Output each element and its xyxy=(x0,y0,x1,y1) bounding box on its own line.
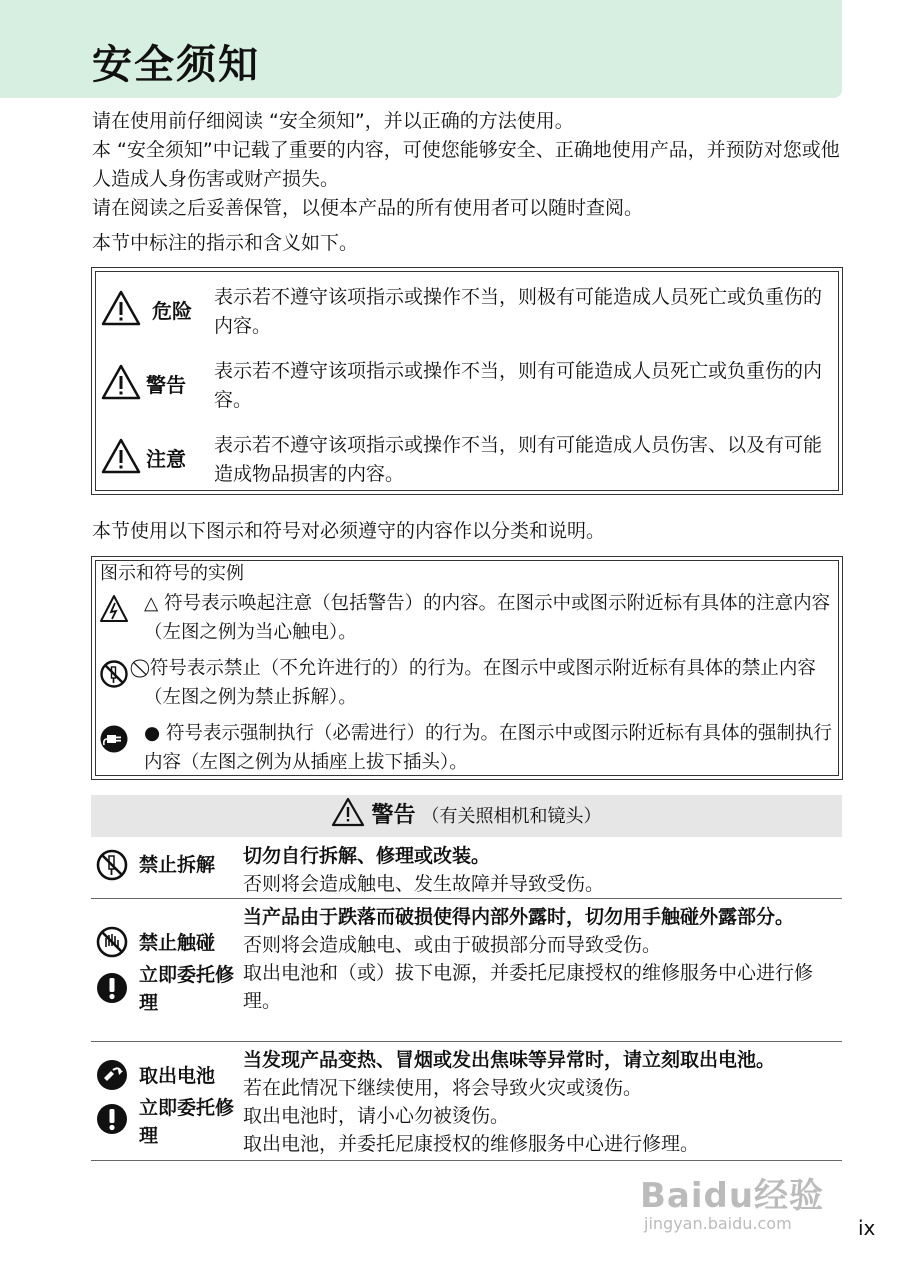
warning-heading: 当产品由于跌落而破损使得内部外露时，切勿用手触碰外露部分。 xyxy=(243,906,795,928)
warning-subtitle: （有关照相机和镜头） xyxy=(421,806,602,827)
symbol-desc: △ 符号表示唤起注意（包括警告）的内容。在图示中或图示附近标有具体的注意内容（左图之例为当心触电）。 xyxy=(144,593,831,643)
warning-heading: 当发现产品变热、冒烟或发出焦味等异常时，请立刻取出电池。 xyxy=(243,1049,776,1071)
warning-text: 否则将会造成触电、发生故障并导致受伤。 xyxy=(243,873,605,895)
warning-label: 禁止拆解 xyxy=(139,854,216,876)
level-label: 警告 xyxy=(146,373,186,397)
warning-label: 禁止触碰 xyxy=(139,932,216,954)
symbol-row-prohibit xyxy=(96,654,838,716)
warning-label: 取出电池 xyxy=(139,1065,216,1087)
symbols-heading: 图示和符号的实例 xyxy=(100,563,244,584)
warning-text: 取出电池，并委托尼康授权的维修服务中心进行修理。 xyxy=(243,1133,700,1155)
warning-triangle-icon xyxy=(100,437,142,475)
exclamation-circle-icon xyxy=(95,971,129,1005)
warning-triangle-icon xyxy=(100,289,142,327)
symbol-row-mandatory xyxy=(96,719,838,781)
level-desc: 表示若不遵守该项指示或操作不当，则有可能造成人员死亡或负重伤的内容。 xyxy=(214,360,823,411)
watermark-url: jingyan.baidu.com xyxy=(644,1214,792,1233)
page-number: ix xyxy=(858,1216,876,1240)
title-bar xyxy=(0,0,842,98)
warning-text: 否则将会造成触电、或由于破损部分而导致受伤。 xyxy=(243,934,662,956)
warning-heading: 切勿自行拆解、修理或改装。 xyxy=(243,845,491,867)
symbol-desc: ● 符号表示强制执行（必需进行）的行为。在图示中或图示附近标有具体的强制执行内容（左图之例为从插座上拔下插头）。 xyxy=(144,723,833,773)
intro-line: 本 “安全须知”中记载了重要的内容，可使您能够安全、正确地使用产品，并预防对您或他人造成人身伤害或财产损失。 xyxy=(92,139,840,190)
warning-triangle-icon xyxy=(331,797,365,827)
level-desc: 表示若不遵守该项指示或操作不当，则有可能造成人员伤害、以及有可能造成物品损害的内容。 xyxy=(214,434,823,485)
no-disassembly-icon xyxy=(99,659,129,689)
unplug-icon xyxy=(99,724,129,754)
page-title: 安全须知 xyxy=(92,42,260,88)
warning-label: 立即委托修理 xyxy=(139,1097,235,1147)
intro xyxy=(92,107,844,223)
symbol-row-caution xyxy=(96,589,838,651)
warning-section-header xyxy=(91,795,842,837)
warning-row xyxy=(91,899,842,1042)
level-row-caution xyxy=(96,423,838,493)
warning-row xyxy=(91,1042,842,1161)
warning-row xyxy=(91,838,842,899)
watermark-logo: Baidu经验 xyxy=(640,1176,825,1216)
symbols-intro: 本节使用以下图示和符号对必须遵守的内容作以分类和说明。 xyxy=(92,520,606,542)
level-row-warning xyxy=(96,349,838,419)
warning-text: 取出电池时，请小心勿被烫伤。 xyxy=(243,1105,510,1127)
warning-triangle-icon xyxy=(100,363,142,401)
intro-line: 请在使用前仔细阅读 “安全须知”，并以正确的方法使用。 xyxy=(92,110,574,132)
electric-shock-triangle-icon xyxy=(99,594,129,624)
no-disassembly-icon xyxy=(95,848,129,882)
intro-line: 请在阅读之后妥善保管，以便本产品的所有使用者可以随时查阅。 xyxy=(92,197,644,219)
level-row-danger xyxy=(96,275,838,345)
symbols-box xyxy=(91,556,843,780)
no-touch-icon xyxy=(95,925,129,959)
warning-text: 取出电池和（或）拔下电源，并委托尼康授权的维修服务中心进行修理。 xyxy=(243,962,814,1012)
level-desc: 表示若不遵守该项指示或操作不当，则极有可能造成人员死亡或负重伤的内容。 xyxy=(214,286,823,337)
levels-intro: 本节中标注的指示和含义如下。 xyxy=(92,232,359,254)
baidu-watermark xyxy=(640,1168,840,1248)
level-label: 危险 xyxy=(152,299,192,323)
level-label: 注意 xyxy=(146,447,186,471)
warning-text: 若在此情况下继续使用，将会导致火灾或烫伤。 xyxy=(243,1077,643,1099)
warning-label: 立即委托修理 xyxy=(139,964,235,1014)
exclamation-circle-icon xyxy=(95,1102,129,1136)
warning-title: 警告 xyxy=(371,803,416,828)
symbol-desc: ⃠ 符号表示禁止（不允许进行的）的行为。在图示中或图示附近标有具体的禁止内容（左图之例为禁止拆解）。 xyxy=(144,658,816,708)
remove-battery-icon xyxy=(95,1058,129,1092)
levels-box xyxy=(91,267,843,495)
